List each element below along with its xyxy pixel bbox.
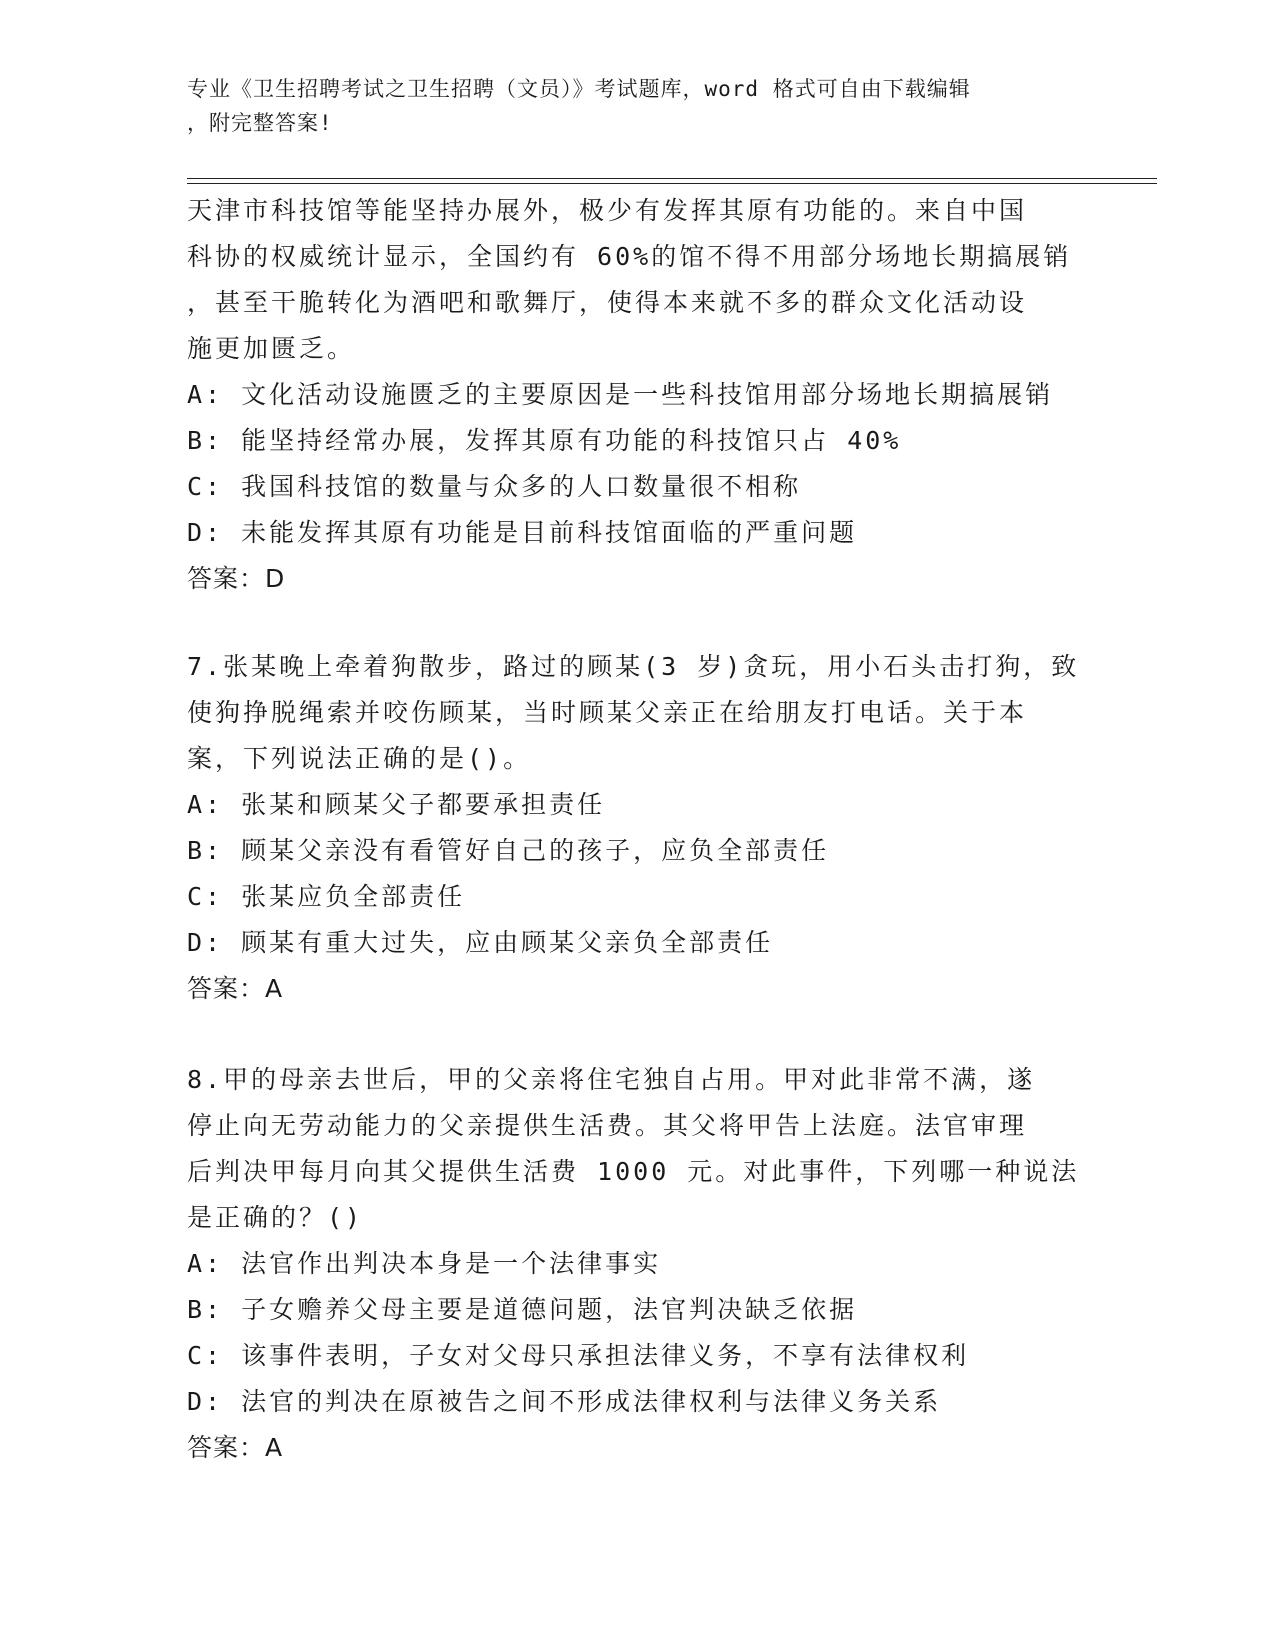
question-7-answer: 答案：A: [187, 974, 284, 1003]
question-8-text-line-2: 停止向无劳动能力的父亲提供生活费。其父将甲告上法庭。法官审理: [187, 1111, 1028, 1140]
question-6-answer: 答案：D: [187, 564, 286, 593]
document-header: [187, 72, 1087, 140]
question-8-option-d: D: 法官的判决在原被告之间不形成法律权利与法律义务关系: [187, 1387, 942, 1416]
question-7-option-c: C: 张某应负全部责任: [187, 882, 466, 911]
question-8-option-a: A: 法官作出判决本身是一个法律事实: [187, 1249, 662, 1278]
question-6-text-line-3: ，甚至干脆转化为酒吧和歌舞厅，使得本来就不多的群众文化活动设: [187, 288, 1028, 317]
question-7-block: [187, 644, 1087, 1012]
question-6-text-line-2: 科协的权威统计显示，全国约有 60%的馆不得不用部分场地长期搞展销: [187, 242, 1072, 271]
header-line-2: ，附完整答案!: [187, 111, 333, 135]
question-8-text-line-1: 8.甲的母亲去世后，甲的父亲将住宅独自占用。甲对此非常不满，遂: [187, 1065, 1036, 1094]
question-8-block: [187, 1057, 1087, 1471]
question-8-option-c: C: 该事件表明，子女对父母只承担法律义务，不享有法律权利: [187, 1341, 970, 1370]
question-6-block: [187, 188, 1087, 602]
question-8-answer: 答案：A: [187, 1433, 284, 1462]
question-7-option-d: D: 顾某有重大过失，应由顾某父亲负全部责任: [187, 928, 774, 957]
question-6-option-d: D: 未能发挥其原有功能是目前科技馆面临的严重问题: [187, 518, 858, 547]
question-6-text-line-4: 施更加匮乏。: [187, 334, 356, 363]
question-6-option-b: B: 能坚持经常办展，发挥其原有功能的科技馆只占 40%: [187, 426, 902, 455]
question-8-text-line-3: 后判决甲每月向其父提供生活费 1000 元。对此事件，下列哪一种说法: [187, 1157, 1080, 1186]
question-6-text-line-1: 天津市科技馆等能坚持办展外，极少有发挥其原有功能的。来自中国: [187, 196, 1028, 225]
question-7-option-b: B: 顾某父亲没有看管好自己的孩子，应负全部责任: [187, 836, 830, 865]
question-7-text-line-1: 7.张某晚上牵着狗散步，路过的顾某(3 岁)贪玩，用小石头击打狗，致: [187, 652, 1080, 681]
question-7-option-a: A: 张某和顾某父子都要承担责任: [187, 790, 606, 819]
question-8-text-line-4: 是正确的？(): [187, 1203, 364, 1232]
question-7-text-line-2: 使狗挣脱绳索并咬伤顾某，当时顾某父亲正在给朋友打电话。关于本: [187, 698, 1028, 727]
question-6-option-a: A: 文化活动设施匮乏的主要原因是一些科技馆用部分场地长期搞展销: [187, 380, 1054, 409]
header-line-1: 专业《卫生招聘考试之卫生招聘（文员）》考试题库，word 格式可自由下载编辑: [187, 77, 971, 101]
header-divider: [187, 178, 1157, 184]
document-page: [187, 0, 1157, 1650]
question-6-option-c: C: 我国科技馆的数量与众多的人口数量很不相称: [187, 472, 802, 501]
question-7-text-line-3: 案，下列说法正确的是()。: [187, 744, 532, 773]
question-8-option-b: B: 子女赡养父母主要是道德问题，法官判决缺乏依据: [187, 1295, 858, 1324]
